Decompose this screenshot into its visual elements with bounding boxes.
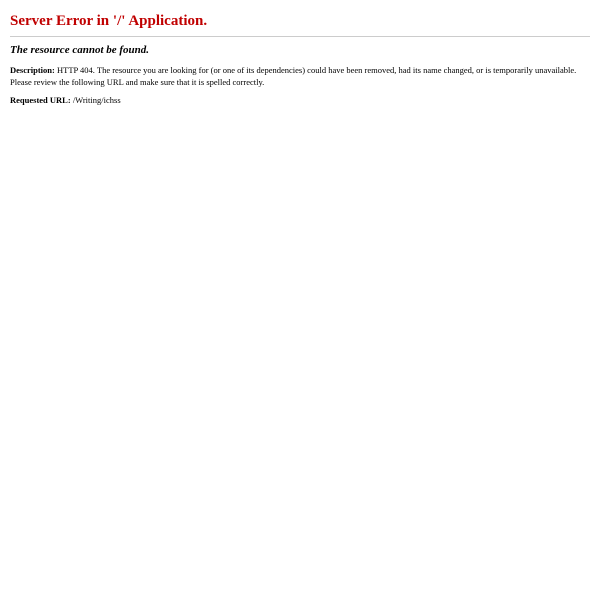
requested-url-line — [10, 95, 590, 106]
description-text: HTTP 404. The resource you are looking for (or one of its dependencies) could have been removed, had its name changed, or is temporarily unavailable. Please review the following URL and make sure that it is spelled correctly. — [10, 65, 577, 87]
description-label: Description: — [10, 65, 55, 76]
title-divider — [10, 36, 590, 37]
requested-url-value: /Writing/ichss — [72, 95, 121, 106]
error-subtitle: The resource cannot be found. — [10, 44, 150, 56]
page-title: Server Error in '/' Application. — [10, 13, 208, 29]
error-page — [0, 0, 600, 107]
description-line — [10, 65, 590, 88]
requested-url-label: Requested URL: — [10, 95, 71, 106]
